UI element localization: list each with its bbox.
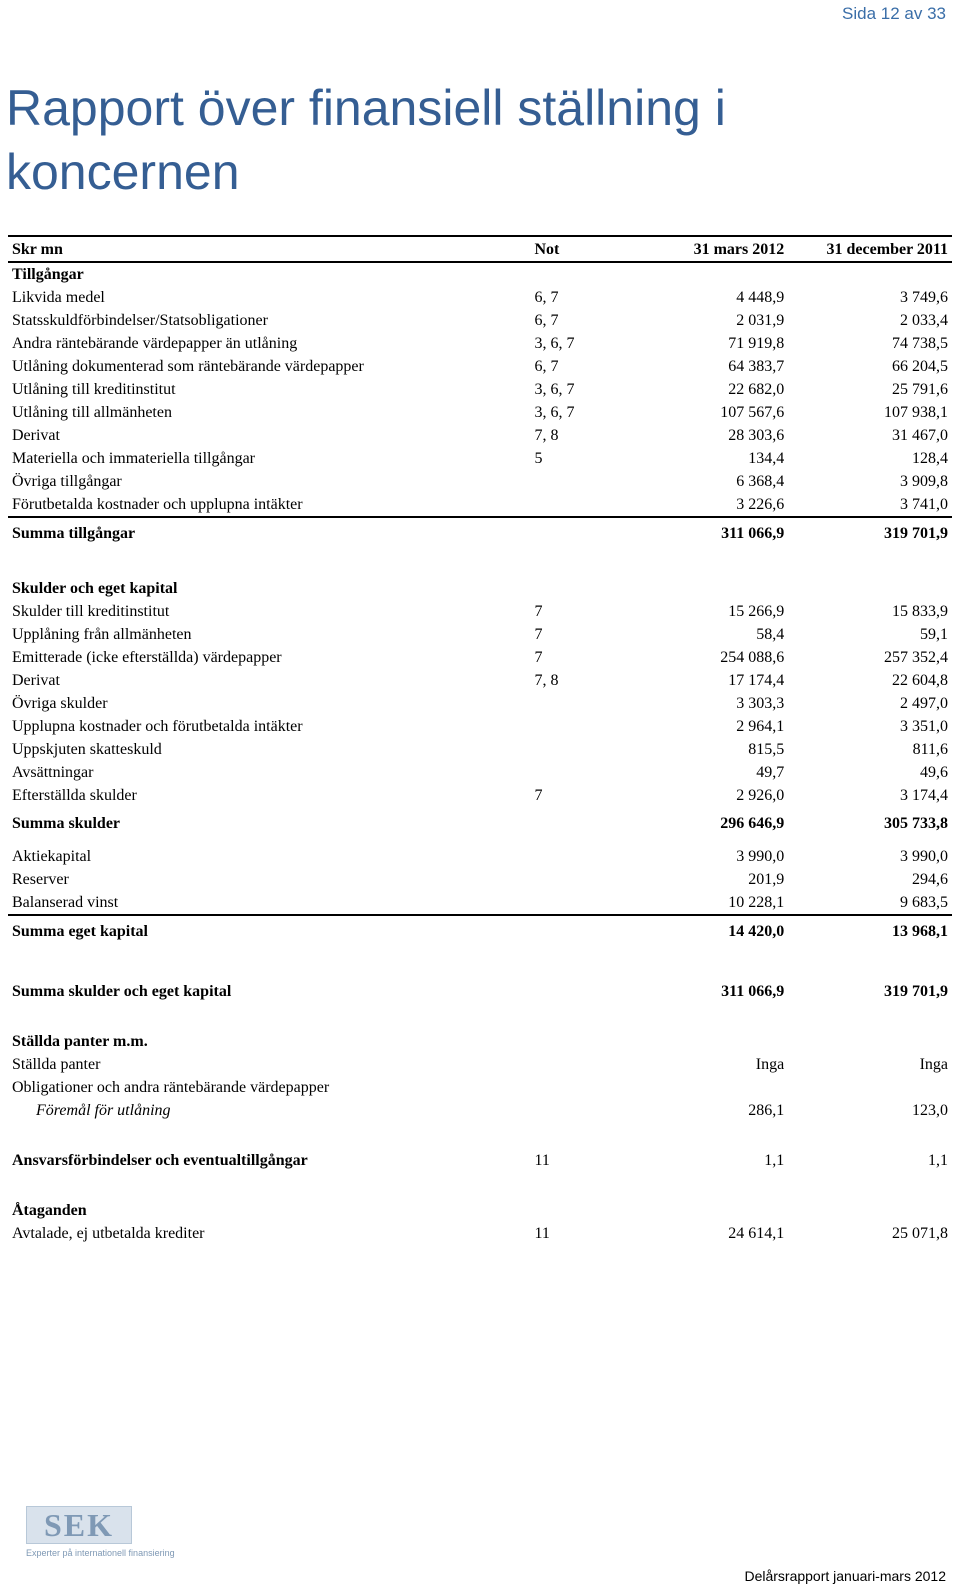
- row-value-1: 22 682,0: [728, 381, 785, 398]
- total-value-2: 319 701,9: [884, 983, 948, 1000]
- total-row-equity: [8, 915, 952, 948]
- page-number: Sida 12 av 33: [842, 4, 946, 23]
- row-label: Likvida medel: [12, 289, 105, 306]
- row-value-1: 10 228,1: [728, 894, 785, 911]
- row-note: 6, 7: [534, 358, 559, 375]
- row-value-1: 3 303,3: [736, 695, 785, 712]
- row-value-2: 66 204,5: [892, 358, 948, 375]
- row-label: Utlåning till allmänheten: [12, 404, 172, 421]
- contingent-row: [8, 1149, 952, 1172]
- row-value-2: 3 749,6: [900, 289, 948, 306]
- total-row-assets: [8, 517, 952, 550]
- table-row: [8, 309, 952, 332]
- total-value-2: 305 733,8: [884, 815, 948, 832]
- table-row: [8, 493, 952, 517]
- row-note: 7: [534, 626, 543, 643]
- spacer: [8, 1003, 952, 1030]
- row-value-1: 2 926,0: [736, 787, 785, 804]
- total-label: Summa skulder: [12, 815, 121, 832]
- row-label: Förutbetalda kostnader och upplupna intäkter: [12, 496, 303, 513]
- row-value-1: 49,7: [756, 764, 785, 781]
- header-col2: 31 december 2011: [788, 236, 952, 262]
- total-value-2: 13 968,1: [788, 915, 952, 948]
- table-row: [8, 286, 952, 309]
- row-label: Andra räntebärande värdepapper än utlåning: [12, 335, 298, 352]
- row-value-1: 286,1: [748, 1102, 785, 1119]
- section-heading-pledged: [8, 1030, 952, 1053]
- total-value-1: 311 066,9: [721, 983, 785, 1000]
- row-note: 7: [534, 649, 543, 666]
- row-value-1: 24 614,1: [728, 1225, 785, 1242]
- page-title: Rapport över finansiell ställning i koncernen: [6, 80, 726, 200]
- section-heading: Tillgångar: [12, 266, 84, 283]
- table-body: [8, 236, 952, 1245]
- row-value-1: 815,5: [748, 741, 785, 758]
- row-value-2: 3 741,0: [900, 496, 948, 513]
- row-note: 6, 7: [534, 289, 559, 306]
- row-label: Utlåning dokumenterad som räntebärande värdepapper: [12, 358, 364, 375]
- table-row: [8, 332, 952, 355]
- table-row: [8, 447, 952, 470]
- row-label: Övriga tillgångar: [12, 473, 122, 490]
- section-heading: Ställda panter m.m.: [12, 1033, 148, 1050]
- row-label: Statsskuldförbindelser/Statsobligationer: [12, 312, 268, 329]
- table-row: [8, 1053, 952, 1076]
- row-label: Derivat: [12, 427, 60, 444]
- section-heading: Åtaganden: [12, 1202, 87, 1219]
- row-value-2: Inga: [919, 1056, 948, 1073]
- row-value-2: 22 604,8: [892, 672, 948, 689]
- row-note: 7, 8: [534, 672, 559, 689]
- row-note: 11: [534, 1152, 550, 1169]
- row-value-2: 107 938,1: [884, 404, 948, 421]
- section-heading-assets: [8, 262, 952, 286]
- spacer: [8, 948, 952, 975]
- row-label: Obligationer och andra räntebärande värdepapper: [12, 1079, 330, 1096]
- row-label: Derivat: [12, 672, 60, 689]
- row-note: 6, 7: [534, 312, 559, 329]
- row-value-2: 811,6: [912, 741, 948, 758]
- total-label: Summa eget kapital: [8, 915, 530, 948]
- header-note: Not: [530, 236, 634, 262]
- row-note: [530, 1099, 634, 1122]
- row-note: 3, 6, 7: [534, 381, 575, 398]
- table-row: [8, 868, 952, 891]
- header-col1: 31 mars 2012: [634, 236, 788, 262]
- table-row: [8, 692, 952, 715]
- spacer: [8, 550, 952, 577]
- row-note: 3, 6, 7: [534, 404, 575, 421]
- row-value-1: 6 368,4: [736, 473, 785, 490]
- row-value-1: 2 031,9: [736, 312, 785, 329]
- table-row: [8, 623, 952, 646]
- spacer: [8, 1122, 952, 1149]
- row-label: Efterställda skulder: [12, 787, 137, 804]
- row-label: Utlåning till kreditinstitut: [12, 381, 176, 398]
- row-value-2: 1,1: [928, 1152, 948, 1169]
- row-label: Avsättningar: [12, 764, 94, 781]
- row-label: Övriga skulder: [12, 695, 108, 712]
- row-label: Materiella och immateriella tillgångar: [12, 450, 256, 467]
- table-row: [8, 646, 952, 669]
- row-note: [530, 715, 634, 738]
- row-label: Emitterade (icke efterställda) värdepapper: [12, 649, 282, 666]
- row-value-1: 201,9: [748, 871, 785, 888]
- row-note: [530, 761, 634, 784]
- row-note: 7: [534, 603, 543, 620]
- row-value-1: 71 919,8: [728, 335, 785, 352]
- total-value-1: 311 066,9: [634, 517, 788, 550]
- row-value-1: 17 174,4: [728, 672, 785, 689]
- row-label: Skulder till kreditinstitut: [12, 603, 170, 620]
- row-label: Uppskjuten skatteskuld: [12, 741, 162, 758]
- row-label: Upplåning från allmänheten: [12, 626, 192, 643]
- row-value-2: 49,6: [920, 764, 948, 781]
- grand-total-row: [8, 975, 952, 1003]
- logo-tagline: Experter på internationell finansiering: [26, 1548, 175, 1558]
- table-row: [8, 761, 952, 784]
- row-value-2: 3 351,0: [900, 718, 948, 735]
- total-note: [530, 975, 634, 1003]
- header-label: Skr mn: [8, 236, 530, 262]
- row-label: Aktiekapital: [12, 848, 92, 865]
- section-heading-liabilities: [8, 577, 952, 600]
- total-row-liabilities: [8, 807, 952, 835]
- row-value-2: 257 352,4: [884, 649, 948, 666]
- row-value-1: 134,4: [748, 450, 785, 467]
- table-row: [8, 424, 952, 447]
- row-note: 7, 8: [534, 427, 559, 444]
- row-note: [530, 692, 634, 715]
- table-row: [8, 715, 952, 738]
- row-value-2: 2 497,0: [900, 695, 948, 712]
- row-value-2: 15 833,9: [892, 603, 948, 620]
- row-note: [530, 470, 634, 493]
- row-note: 11: [534, 1225, 550, 1242]
- row-value-2: 31 467,0: [892, 427, 948, 444]
- row-label: Upplupna kostnader och förutbetalda intäkter: [12, 718, 303, 735]
- row-note: 7: [534, 787, 543, 804]
- row-value-2: 2 033,4: [900, 312, 948, 329]
- row-value-2: 3 990,0: [900, 848, 948, 865]
- row-note: [530, 493, 634, 517]
- section-heading-commitments: [8, 1199, 952, 1222]
- row-note: 5: [534, 450, 543, 467]
- row-note: [530, 845, 634, 868]
- total-label: Summa tillgångar: [8, 517, 530, 550]
- row-value-2: 294,6: [912, 871, 948, 888]
- table-row: [8, 891, 952, 915]
- sek-logo: [26, 1506, 175, 1562]
- row-value-1: 58,4: [756, 626, 785, 643]
- row-label: Avtalade, ej utbetalda krediter: [12, 1225, 205, 1242]
- table-row: [8, 355, 952, 378]
- logo-mark: SEK: [26, 1506, 132, 1544]
- row-label: Ansvarsförbindelser och eventualtillgångar: [12, 1152, 308, 1169]
- row-label: Balanserad vinst: [12, 894, 119, 911]
- row-label: Föremål för utlåning: [36, 1102, 171, 1119]
- table-row: [8, 1099, 952, 1122]
- table-row: [8, 784, 952, 807]
- financial-position-table: [8, 235, 952, 1245]
- table-row: [8, 1076, 952, 1099]
- table-row: [8, 738, 952, 761]
- row-value-1: 254 088,6: [720, 649, 785, 666]
- table-row: [8, 378, 952, 401]
- row-value-1: 3 990,0: [736, 848, 785, 865]
- row-value-1: 28 303,6: [728, 427, 785, 444]
- total-note: [530, 517, 634, 550]
- table-header-row: [8, 236, 952, 262]
- row-note: [530, 1053, 634, 1076]
- row-note: [530, 891, 634, 915]
- row-value-2: 3 909,8: [900, 473, 948, 490]
- row-value-2: 74 738,5: [892, 335, 948, 352]
- row-value-2: 25 791,6: [892, 381, 948, 398]
- table-row: [8, 669, 952, 692]
- row-label: Ställda panter: [12, 1056, 101, 1073]
- total-note: [530, 807, 634, 835]
- table-row: [8, 845, 952, 868]
- row-label: Reserver: [12, 871, 69, 888]
- row-value-2: 3 174,4: [900, 787, 948, 804]
- total-value-1: 296 646,9: [720, 815, 785, 832]
- row-value-1: 3 226,6: [736, 496, 785, 513]
- row-note: [530, 738, 634, 761]
- row-value-1: 64 383,7: [728, 358, 785, 375]
- row-note: [530, 868, 634, 891]
- table-row: [8, 470, 952, 493]
- spacer: [8, 1172, 952, 1199]
- row-value-2: 123,0: [912, 1102, 948, 1119]
- row-value-1: 1,1: [764, 1152, 785, 1169]
- row-value-1: 15 266,9: [728, 603, 785, 620]
- row-value-2: 9 683,5: [900, 894, 948, 911]
- row-value-1: Inga: [755, 1056, 785, 1073]
- row-value-2: 59,1: [920, 626, 948, 643]
- row-note: 3, 6, 7: [534, 335, 575, 352]
- row-value-1: 107 567,6: [720, 404, 785, 421]
- table-row: [8, 1222, 952, 1245]
- table-row: [8, 600, 952, 623]
- total-label: Summa skulder och eget kapital: [12, 983, 232, 1000]
- footer-report-name: Delårsrapport januari-mars 2012: [744, 1568, 946, 1584]
- row-value-1: 2 964,1: [736, 718, 785, 735]
- section-heading: Skulder och eget kapital: [12, 580, 178, 597]
- row-value-2: 128,4: [912, 450, 948, 467]
- total-note: [530, 915, 634, 948]
- row-value-1: 4 448,9: [736, 289, 785, 306]
- total-value-2: 319 701,9: [788, 517, 952, 550]
- table-row: [8, 401, 952, 424]
- total-value-1: 14 420,0: [634, 915, 788, 948]
- spacer: [8, 835, 952, 845]
- row-value-2: 25 071,8: [892, 1225, 948, 1242]
